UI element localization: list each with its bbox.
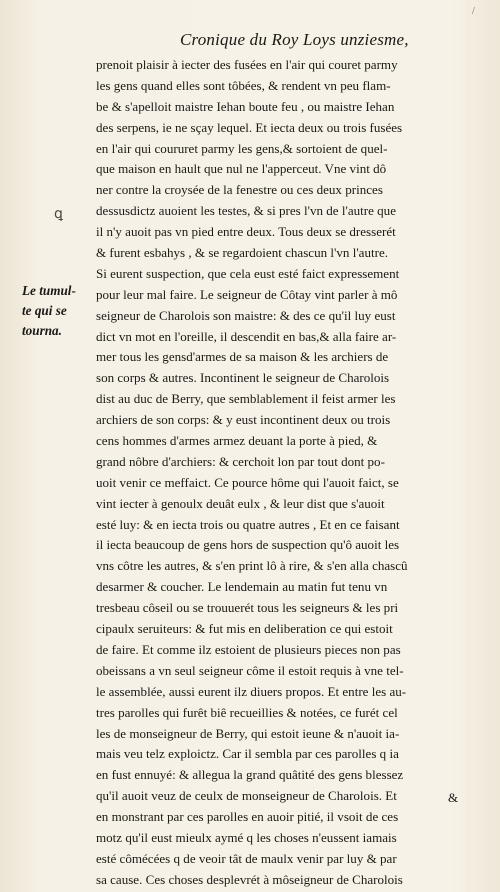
catchword: & (448, 790, 459, 805)
text-line: pour leur mal faire. Le seigneur de Côtay vint parler à mô (96, 286, 398, 302)
text-line: obeissans a vn seul seigneur côme il estoit requis à vne tel- (96, 662, 404, 678)
text-line: en l'air qui coururet parmy les gens,& sortoient de quel- (96, 140, 388, 156)
text-line: dessusdictz auoient les testes, & si pres l'vn de l'autre que (96, 203, 396, 219)
body-text (96, 55, 476, 891)
text-line: dict vn mot en l'oreille, il descendit en bas,& alla faire ar- (96, 328, 397, 344)
text-line: des serpens, ie ne sçay lequel. Et iecta deux ou trois fusées (96, 119, 403, 135)
margin-note (22, 281, 88, 341)
text-line: cipaulx seruiteurs: & fut mis en deliberation ce qui estoit (96, 621, 393, 637)
text-line: Si eurent suspection, que cela eust esté faict expressement (96, 265, 400, 281)
text-line: le assemblée, aussi eurent ilz diuers propos. Et entre les au- (96, 683, 407, 699)
text-line: vns côtre les autres, & s'en print lô à rire, & s'en alla chascû (96, 558, 408, 574)
text-line: en fust ennuyé: & allegua la grand quâtité des gens blessez (96, 767, 404, 783)
text-line: il iecta beaucoup de gens hors de suspection qu'ô auoit les (96, 537, 400, 553)
text-line: que maison en hault que nul ne l'apperceut. Vne vint dô (96, 161, 387, 177)
text-line: ner contre la croysée de la fenestre ou ces deux princes (96, 182, 383, 198)
text-line: les de monseigneur de Berry, qui estoit ieune & n'auoit ia- (96, 725, 400, 741)
text-line: be & s'apelloit maistre Iehan boute feu , ou maistre Iehan (96, 98, 395, 114)
text-line: grand nôbre d'archiers: & cerchoit lon par tout dont po- (96, 453, 385, 469)
text-line: & furent esbahys , & se regardoient chascun l'vn l'autre. (96, 245, 389, 261)
margin-note-line: tourna. (22, 323, 62, 338)
text-line: desarmer & coucher. Le lendemain au matin fut tenu vn (96, 579, 388, 595)
text-line: de faire. Et comme ilz estoient de plusieurs pieces non pas (96, 641, 401, 657)
margin-note-line: Le tumul- (22, 283, 76, 298)
text-line: vint iecter à genoulx deuât eulx , & leur dist que s'auoit (96, 495, 385, 511)
text-line: uoit venir ce meffaict. Ce pource hôme qui l'auoit faict, se (96, 474, 399, 490)
margin-tick-mark: ꝗ (54, 207, 63, 222)
text-line: esté cômécées q de veoir tât de maulx venir par luy & par (96, 850, 397, 866)
text-line: prenoit plaisir à iecter des fusées en l'air qui couret parmy (96, 57, 398, 72)
text-line: dist au duc de Berry, que semblablement il feist armer les (96, 391, 396, 407)
text-line: il n'y auoit pas vn pied entre deux. Tous deux se dresserét (96, 224, 396, 240)
text-line: tresbeau côseil ou se trouuerét tous les seigneurs & les pri (96, 600, 399, 616)
text-line: les gens quand elles sont tôbées, & rendent vn peu flam- (96, 77, 391, 93)
text-line: tres parolles qui furêt biê recueillies & notées, ce furét cel (96, 704, 398, 720)
text-line: mer tous les gensd'armes de sa maison & les archiers de (96, 349, 389, 365)
running-head: Cronique du Roy Loys unziesme, (180, 30, 409, 49)
text-line: esté luy: & en iecta trois ou quatre autres , Et en ce faisant (96, 516, 400, 532)
text-line: motz qu'il eust mieulx aymé q les choses n'eussent iamais (96, 829, 397, 845)
text-line: seigneur de Charolois son maistre: & des ce qu'il luy eust (96, 307, 396, 323)
text-line: archiers de son corps: & y eust incontinent deux ou trois (96, 412, 391, 428)
margin-note-line: te qui se (22, 303, 67, 318)
text-line: cens hommes d'armes armez deuant la porte à pied, & (96, 433, 378, 449)
text-line: en monstrant par ces parolles en auoir pitié, il vsoit de ces (96, 809, 399, 825)
text-line: son corps & autres. Incontinent le seigneur de Charolois (96, 370, 390, 386)
text-line: mais veu telz exploictz. Car il sembla par ces parolles q ia (96, 746, 399, 762)
text-line: sa cause. Ces choses desplevrét à môseigneur de Charolois (96, 871, 403, 887)
text-line: qu'il auoit veuz de ceulx de monseigneur de Charolois. Et (96, 788, 397, 804)
corner-mark: / (472, 6, 475, 17)
